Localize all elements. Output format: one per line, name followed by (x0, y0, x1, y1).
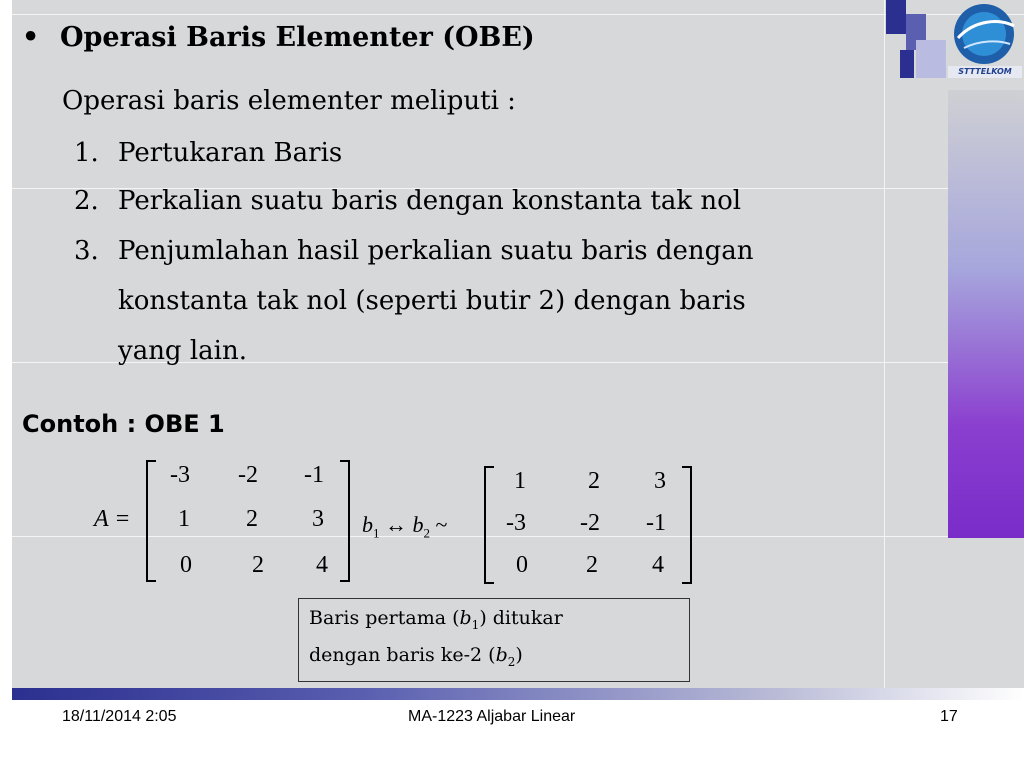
note-text: ) (515, 643, 523, 666)
bracket-left (146, 460, 156, 582)
list-text-continued: konstanta tak nol (seperti butir 2) dengan baris (118, 286, 746, 316)
note-var: b (459, 607, 472, 629)
footer-date: 18/11/2014 2:05 (62, 708, 177, 725)
logo-text: STTTELKOM (958, 67, 1012, 76)
list-item (74, 236, 754, 266)
matrix-cell: 1 (514, 468, 526, 494)
list-number: 1. (74, 138, 99, 168)
matrix-result (484, 466, 692, 584)
logo (944, 0, 1024, 80)
note-text: Baris pertama ( (309, 607, 460, 629)
list-item (74, 186, 741, 216)
example-title: Contoh : OBE 1 (22, 410, 225, 438)
matrix-cell: 4 (652, 552, 664, 578)
list-text: Pertukaran Baris (118, 138, 343, 168)
matrix-cell: 3 (654, 468, 666, 494)
note-box (298, 598, 690, 682)
op-var: b (412, 512, 424, 537)
bracket-left (484, 466, 494, 584)
slide-title (22, 22, 535, 53)
matrix-cell: -2 (580, 510, 600, 536)
matrix-cell: 0 (180, 552, 192, 578)
footer-page-number: 17 (940, 708, 958, 725)
equivalence-symbol: ~ (435, 512, 448, 537)
list-item (74, 138, 342, 168)
note-text: ) ditukar (479, 607, 563, 629)
list-text: Perkalian suatu baris dengan konstanta tak nol (118, 186, 742, 216)
matrix-cell: -3 (170, 462, 190, 488)
op-sub: 1 (373, 525, 380, 541)
matrix-cell: 1 (178, 506, 190, 532)
matrix-cell: 3 (312, 506, 324, 532)
grid-line (884, 0, 885, 688)
note-sub: 1 (471, 617, 480, 632)
title-text: Operasi Baris Elementer (OBE) (60, 22, 535, 53)
matrix-cell: -1 (304, 462, 324, 488)
bullet: • (22, 22, 40, 53)
list-number: 3. (74, 236, 99, 266)
footer-course: MA-1223 Aljabar Linear (408, 708, 576, 725)
matrix-cell: 2 (246, 506, 258, 532)
bracket-right (682, 466, 692, 584)
matrix-cell: 0 (516, 552, 528, 578)
list-number: 2. (74, 186, 99, 216)
matrix-cell: 2 (588, 468, 600, 494)
matrix-cell: -3 (506, 510, 526, 536)
note-var: b (495, 643, 508, 666)
op-var: b (362, 512, 373, 537)
row-operation (362, 512, 447, 541)
matrix-cell: -2 (238, 462, 258, 488)
grid-line (12, 14, 1024, 15)
matrix-a (146, 460, 350, 582)
decorative-side-bar (948, 90, 1024, 538)
decor-square (900, 50, 914, 78)
swap-arrow-icon: ↔ (385, 512, 407, 537)
op-sub: 2 (423, 525, 430, 541)
note-text: dengan baris ke-2 ( (309, 643, 496, 666)
list-text-continued: yang lain. (118, 336, 247, 366)
matrix-cell: 2 (586, 552, 598, 578)
intro-text: Operasi baris elementer meliputi : (62, 86, 516, 116)
matrix-cell: -1 (646, 510, 666, 536)
list-text: Penjumlahan hasil perkalian suatu baris dengan (118, 236, 754, 266)
matrix-label-text: A = (94, 506, 131, 532)
note-sub: 2 (507, 654, 516, 669)
footer-bar (12, 688, 1024, 700)
matrix-cell: 4 (316, 552, 328, 578)
decor-square (916, 40, 946, 78)
matrix-label (94, 506, 130, 533)
matrix-cell: 2 (252, 552, 264, 578)
note-line (309, 603, 679, 640)
note-line (309, 640, 679, 677)
decor-square (886, 0, 906, 34)
